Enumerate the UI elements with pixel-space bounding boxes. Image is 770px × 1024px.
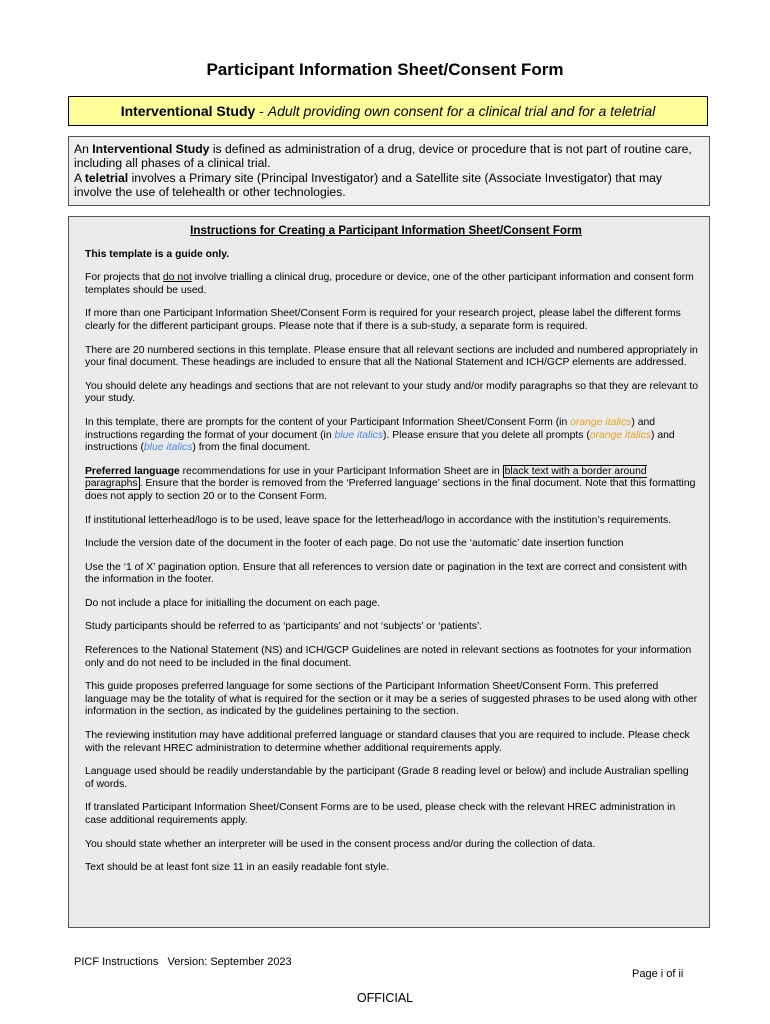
instruction-item xyxy=(73,345,699,370)
instruction-text: This template is a guide only. xyxy=(85,248,230,260)
instruction-emphasis: Preferred language xyxy=(85,465,180,477)
instruction-item xyxy=(73,417,699,455)
instruction-item xyxy=(73,538,699,551)
study-type-banner xyxy=(68,96,708,126)
instruction-text: Do not include a place for initialling the document on each page. xyxy=(85,597,381,609)
instruction-item xyxy=(73,730,699,755)
instruction-text: You should state whether an interpreter will be used in the consent process and/or during the collection of data. xyxy=(85,838,596,850)
footer-version: Version: September 2023 xyxy=(167,956,292,968)
instruction-emphasis: do not xyxy=(162,272,192,284)
instruction-text: If translated Participant Information Sheet/Consent Forms are to be used, please check with the relevant HREC administration in case additional requirements apply. xyxy=(85,802,676,826)
definition-text: An xyxy=(74,142,93,156)
instruction-text: . Ensure that the border is removed from the ‘Preferred language’ sections in the final document. Note that this formatting does not apply to section 20 or to the Consent Form. xyxy=(85,478,696,502)
definition-term: teletrial xyxy=(84,170,129,185)
instruction-text: There are 20 numbered sections in this template. Please ensure that all relevant sections are included and numbered appropriately in your final document. These headings are included to ensure that all the National Statement and ICH/GCP elements are addressed. xyxy=(85,344,698,369)
instruction-item xyxy=(73,308,699,333)
instruction-item xyxy=(73,766,699,791)
instruction-text: ) and instructions ( xyxy=(85,429,675,454)
definition-text: involves a Primary site (Principal Investigator) and a Satellite site (Associate Investigator) that may involve the use of telehealth or other technologies. xyxy=(74,170,662,199)
definitions-box xyxy=(68,136,710,206)
instruction-item xyxy=(73,862,699,875)
definition-text: A xyxy=(74,170,85,185)
instruction-text: You should delete any headings and sections that are not relevant to your study and/or modify paragraphs so that they are relevant to your study. xyxy=(85,380,699,405)
instruction-item xyxy=(73,466,699,504)
instruction-item xyxy=(73,645,699,670)
instruction-item xyxy=(73,621,699,634)
instruction-text: In this template, there are prompts for the content of your Participant Information Sheet/Consent Form (in xyxy=(85,416,571,428)
instruction-text: If institutional letterhead/logo is to be used, leave space for the letterhead/logo in accordance with the institution’s requirements. xyxy=(85,514,672,526)
instruction-item xyxy=(73,839,699,852)
instruction-text: The reviewing institution may have additional preferred language or standard clauses that you are required to include. Please check with the relevant HREC administration to determine whether additional requirements apply. xyxy=(85,730,690,754)
bordered-text-sample: black text with a border around paragraphs xyxy=(85,465,647,490)
instruction-text: recommendations for use in your Participant Information Sheet are in xyxy=(179,465,503,477)
instruction-item xyxy=(73,562,699,587)
definition-interventional xyxy=(74,142,703,171)
banner-description: Adult providing own consent for a clinical trial and for a teletrial xyxy=(267,103,656,119)
instructions-box xyxy=(68,216,710,928)
instruction-text: References to the National Statement (NS) and ICH/GCP Guidelines are noted in relevant sections as footnotes for your information only and do not need to be included in the final document. xyxy=(85,645,692,669)
instruction-text: For projects that xyxy=(85,272,163,284)
footer-document-info xyxy=(74,956,292,968)
instruction-text: ) from the final document. xyxy=(192,442,311,454)
instruction-item xyxy=(73,381,699,406)
instruction-text: ). Please ensure that you delete all prompts ( xyxy=(383,429,590,441)
definition-teletrial xyxy=(74,171,703,200)
definition-term: Interventional Study xyxy=(92,142,210,156)
instruction-text: ) and instructions regarding the format of your document (in xyxy=(85,416,656,441)
instruction-item xyxy=(73,515,699,528)
instruction-text: This guide proposes preferred language for some sections of the Participant Information Sheet/Consent Form. This preferred language may be the totality of what is required for the section or it may be a series of suggested phrases to be used along with other information in the section, as indicated by the guidelines pertaining to the section. xyxy=(85,681,698,718)
orange-italics-sample: orange italics xyxy=(570,416,632,428)
instruction-text: Language used should be readily understandable by the participant (Grade 8 reading level or below) and include Australian spelling of words. xyxy=(85,766,689,790)
instruction-item xyxy=(73,681,699,719)
instruction-item xyxy=(73,598,699,611)
blue-italics-sample: blue italics xyxy=(143,442,193,454)
instruction-item xyxy=(73,802,699,827)
instruction-text: Study participants should be referred to as ‘participants’ and not ‘subjects’ or ‘patients’. xyxy=(85,621,483,633)
classification-marking: OFFICIAL xyxy=(356,991,414,1005)
instructions-heading: Instructions for Creating a Participant Information Sheet/Consent Form xyxy=(190,224,582,237)
page-title: Participant Information Sheet/Consent Form xyxy=(206,60,564,79)
instruction-text: involve trialling a clinical drug, procedure or device, one of the other participant information and consent form templates should be used. xyxy=(85,272,694,296)
instruction-text: Include the version date of the document in the footer of each page. Do not use the ‘automatic’ date insertion function xyxy=(85,538,624,550)
instruction-item xyxy=(73,272,699,297)
orange-italics-sample: orange italics xyxy=(589,429,652,441)
instruction-text: Text should be at least font size 11 in an easily readable font style. xyxy=(85,862,390,874)
instruction-text: If more than one Participant Information Sheet/Consent Form is required for your research project, please label the different forms clearly for the different participant groups. Please note that if there is a sub-study, a separate form is required. xyxy=(85,308,681,332)
banner-study-type: Interventional Study xyxy=(120,103,256,119)
blue-italics-sample: blue italics xyxy=(334,429,384,441)
footer-doc-name: PICF Instructions xyxy=(74,956,159,968)
instruction-item xyxy=(73,249,699,262)
definition-text: is defined as administration of a drug, device or procedure that is not part of routine care, including all phases of a clinical trial. xyxy=(74,142,692,171)
footer-page-number: Page i of ii xyxy=(632,968,684,980)
instruction-text: Use the ‘1 of X’ pagination option. Ensure that all references to version date or pagination in the text are correct and consistent with the information in the footer. xyxy=(85,561,688,586)
banner-separator: - xyxy=(255,103,268,119)
